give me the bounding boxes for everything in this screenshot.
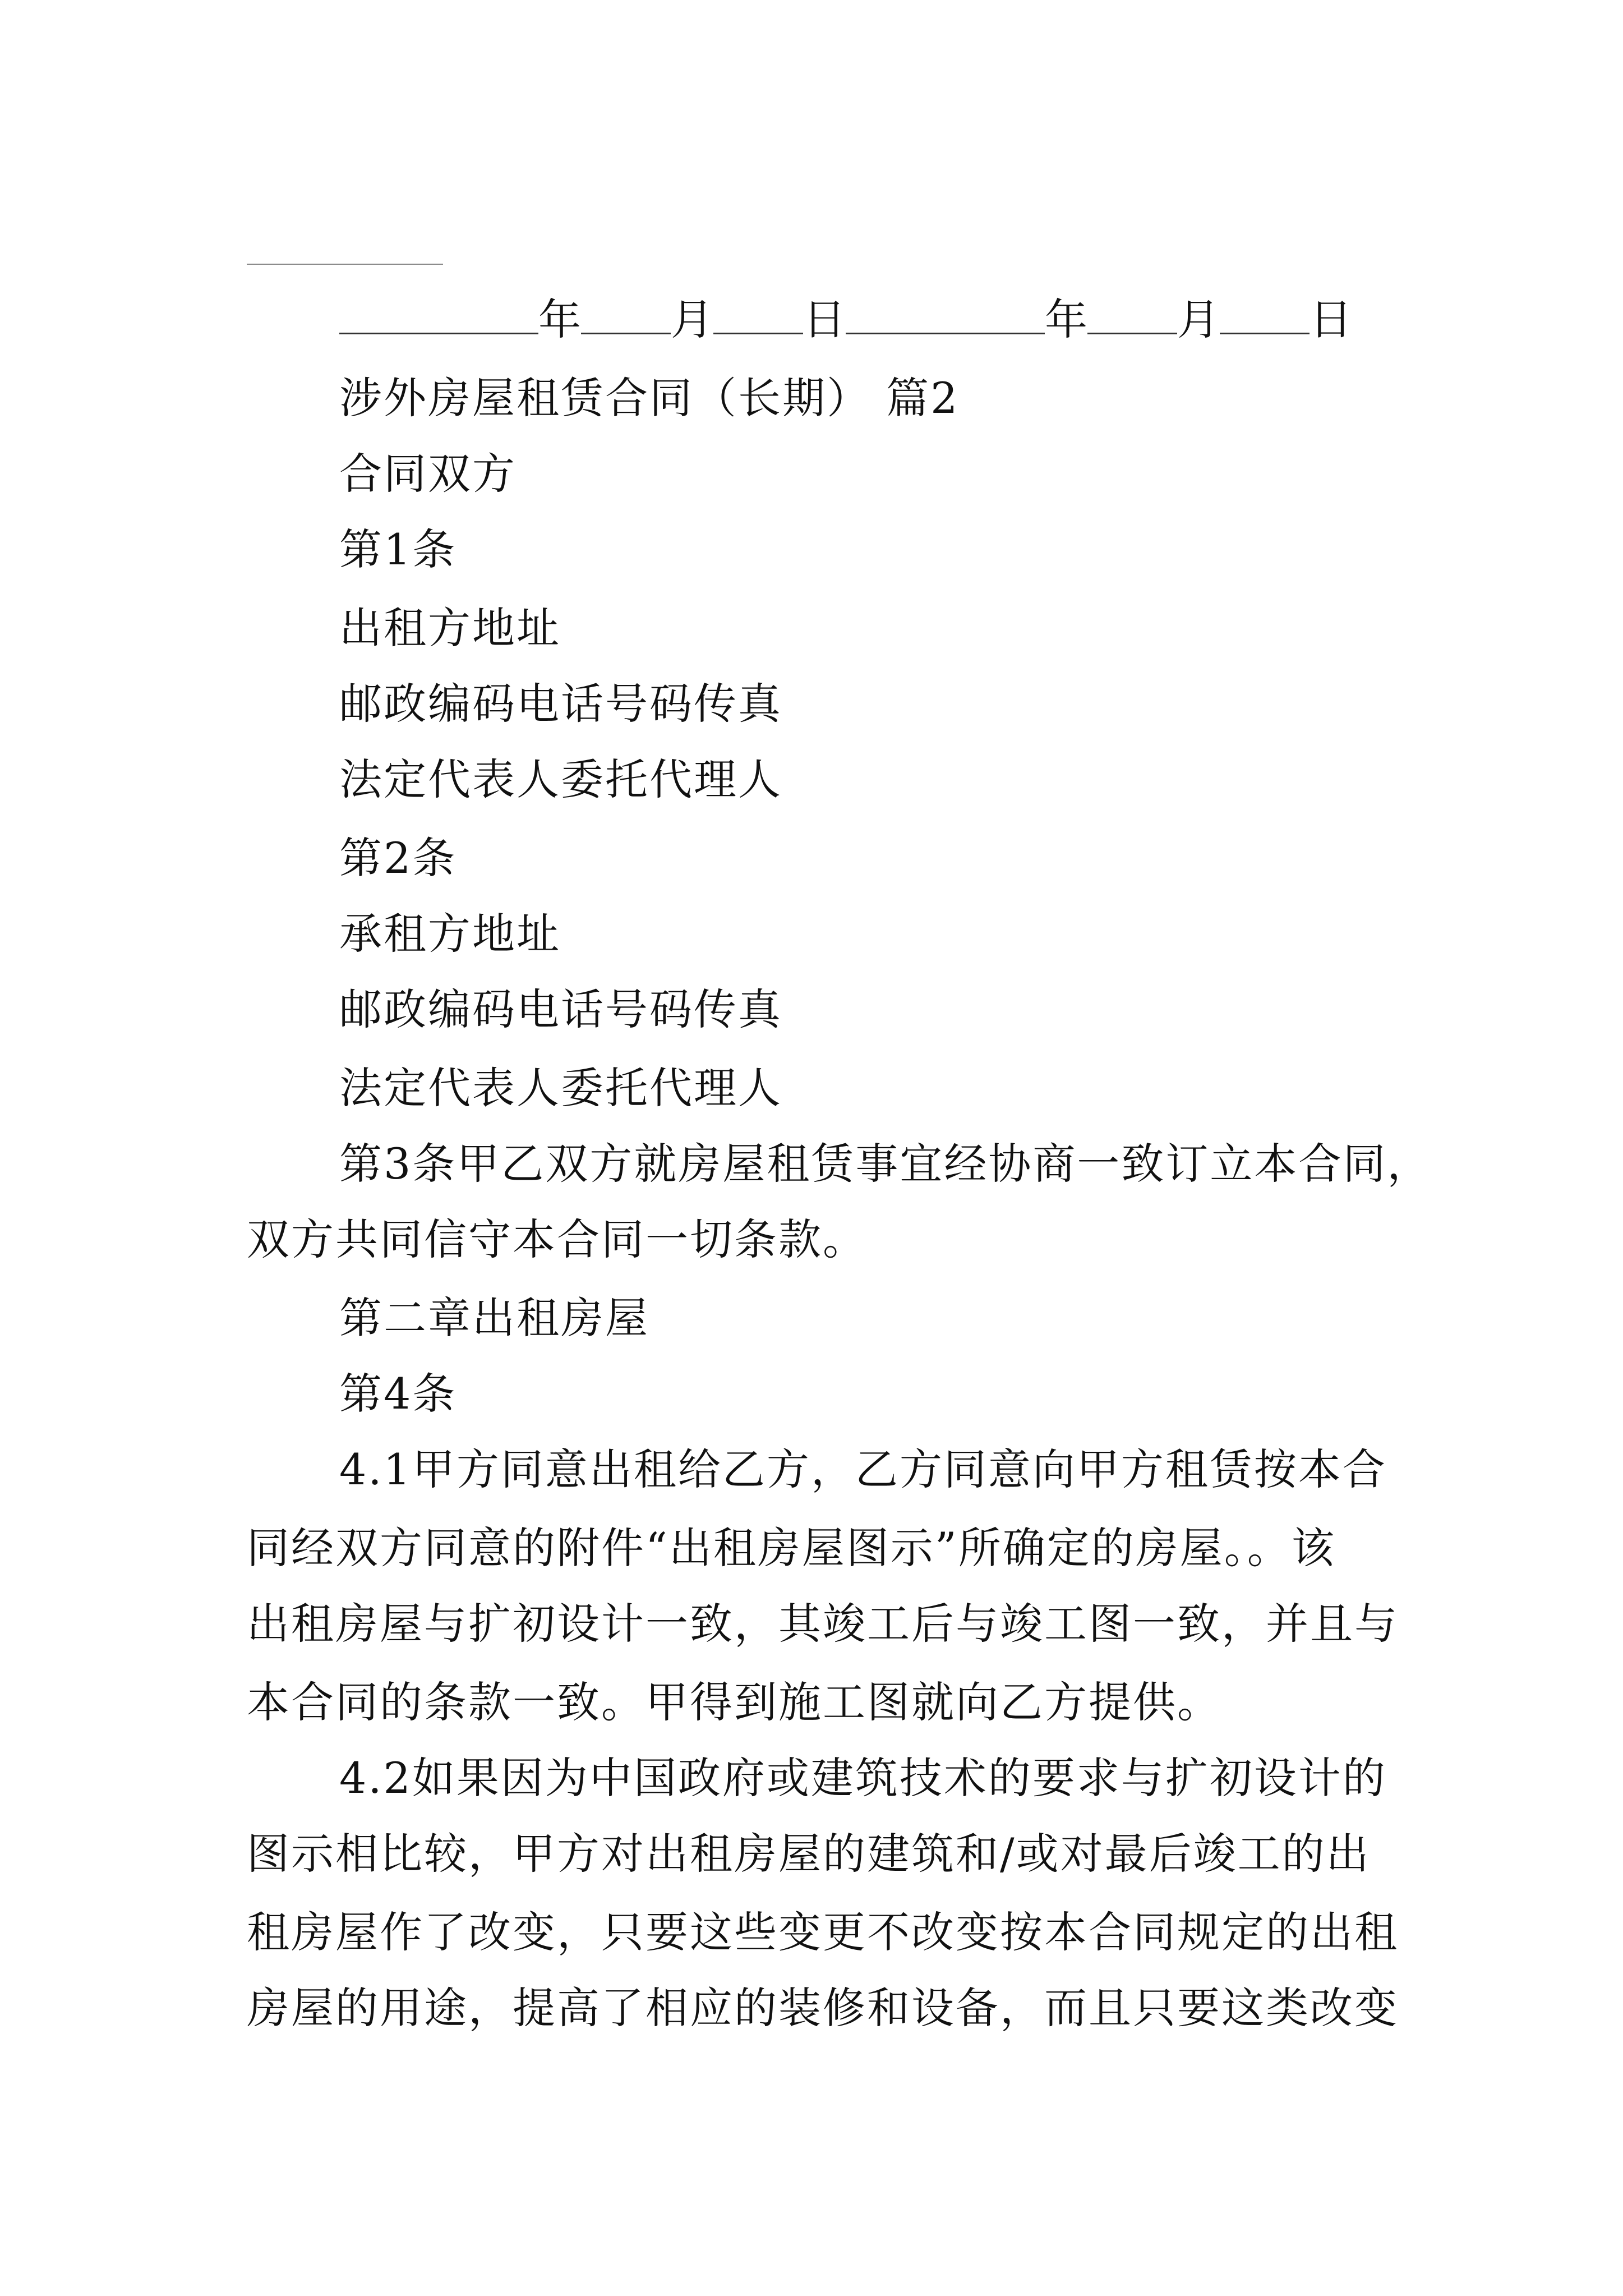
article-heading: 第2条 [339,833,457,883]
month-blank [1087,293,1177,334]
year-blank [339,293,538,334]
day-blank [713,293,803,334]
article-heading: 第1条 [339,524,457,574]
paragraph-line: 法定代表人委托代理人 [339,1063,782,1113]
paragraph-line: 承租方地址 [339,909,561,959]
paragraph-line: 双方共同信守本合同一切条款。 [247,1214,867,1264]
paragraph-line: 法定代表人委托代理人 [339,754,782,804]
paragraph-line: 本合同的条款一致。甲得到施工图就向乙方提供。 [247,1677,1221,1727]
top-divider-line [247,264,443,265]
paragraph-line: 出租房屋与扩初设计一致，其竣工后与竣工图一致，并且与 [247,1599,1399,1649]
day-label: 日 [803,295,846,344]
paragraph-line: 4.2如果因为中国政府或建筑技术的要求与扩初设计的 [339,1753,1387,1803]
article-heading: 第4条 [339,1369,457,1419]
day-blank [1220,293,1310,334]
month-label: 月 [1177,295,1220,344]
paragraph-line: 房屋的用途，提高了相应的装修和设备，而且只要这类改变 [247,1983,1399,2033]
paragraph-line: 租房屋作了改变，只要这些变更不改变按本合同规定的出租 [247,1907,1399,1957]
paragraph-line: 同经双方同意的附件“出租房屋图示”所确定的房屋。。该 [247,1523,1336,1573]
section-heading: 涉外房屋租赁合同（长期） 篇2 [339,373,960,423]
paragraph-line: 4.1甲方同意出租给乙方，乙方同意向甲方租赁按本合 [339,1444,1387,1494]
paragraph-line: 第3条甲乙双方就房屋租赁事宜经协商一致订立本合同， [339,1139,1432,1189]
day-label: 日 [1310,295,1352,344]
paragraph-line: 出租方地址 [339,603,561,653]
paragraph-line: 邮政编码电话号码传真 [339,679,782,729]
signature-date-line [339,292,1352,348]
year-blank [846,293,1045,334]
year-label: 年 [1045,295,1087,344]
year-label: 年 [538,295,581,344]
chapter-heading: 第二章出租房屋 [339,1293,649,1343]
paragraph-line: 合同双方 [339,449,517,499]
paragraph-line: 图示相比较，甲方对出租房屋的建筑和/或对最后竣工的出 [247,1829,1371,1879]
month-label: 月 [671,295,713,344]
month-blank [581,293,671,334]
paragraph-line: 邮政编码电话号码传真 [339,984,782,1034]
